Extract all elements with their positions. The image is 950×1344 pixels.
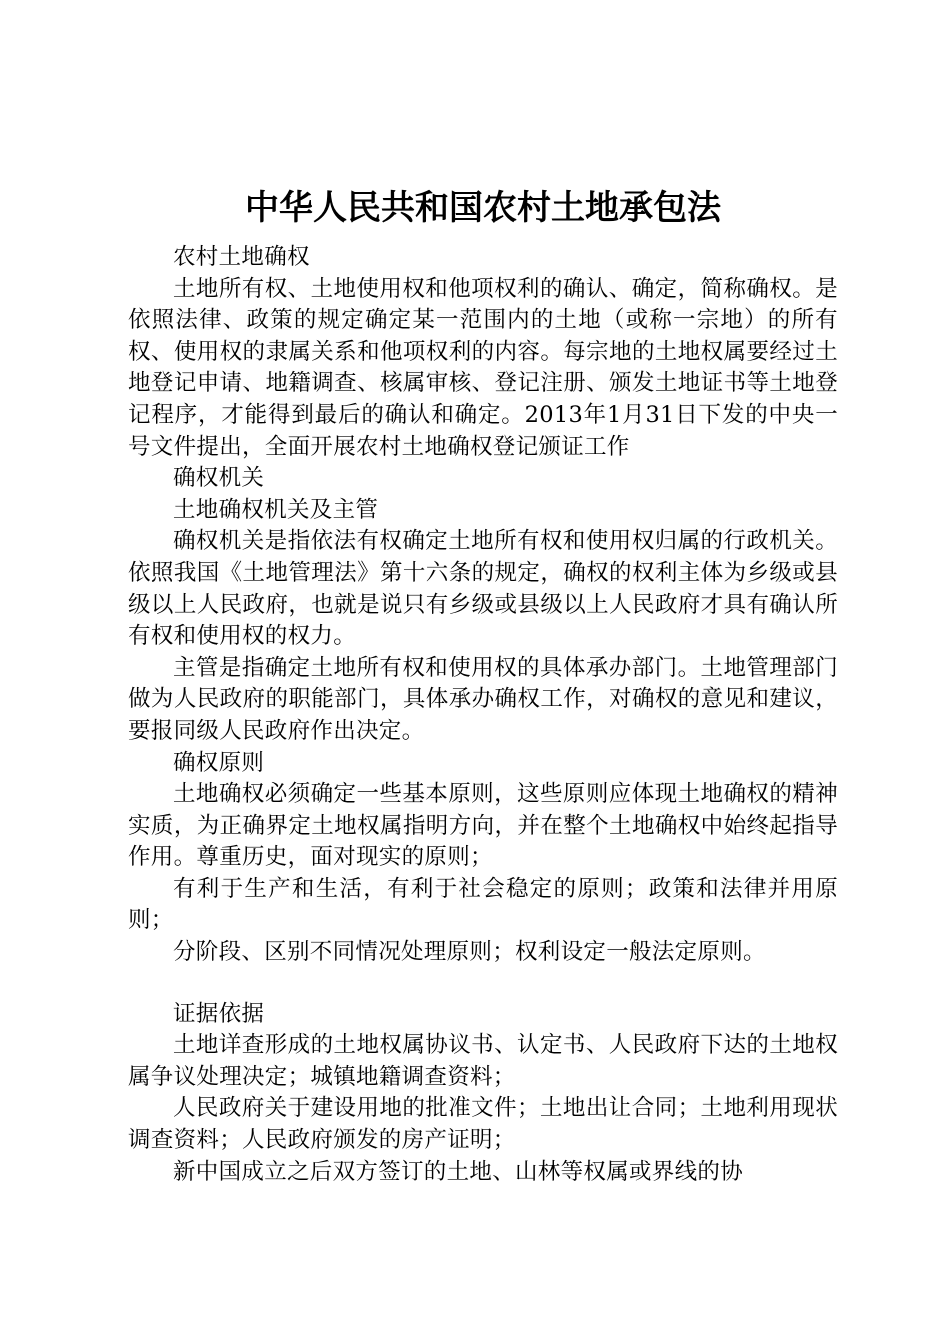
- section-heading-principles: 确权原则: [173, 749, 265, 776]
- section-heading-land-rights: 农村土地确权: [173, 244, 310, 270]
- section-heading-evidence: 证据依据: [173, 1000, 265, 1027]
- document-title: 中华人民共和国农村土地承包法: [245, 188, 721, 228]
- blank-line: [128, 969, 838, 999]
- paragraph-evidence-survey: 土地详查形成的土地权属协议书、认定书、人民政府下达的土地权属争议处理决定；城镇地籍调查资料；: [128, 1032, 838, 1090]
- paragraph-authority-definition: 确权机关是指依法有权确定土地所有权和使用权归属的行政机关。依照我国《土地管理法》第十六条的规定，确权的权利主体为乡级或县级以上人民政府，也就是说只有乡级或县级以上人民政府才具有确认所有权和使用权的权力。: [128, 528, 838, 650]
- subsection-heading-authority-supervisor: 土地确权机关及主管: [173, 496, 379, 523]
- paragraph-evidence-government: 人民政府关于建设用地的批准文件；土地出让合同；土地利用现状调查资料；人民政府颁发的房产证明；: [128, 1095, 838, 1154]
- paragraph-evidence-agreements: 新中国成立之后双方签订的土地、山林等权属或界线的协: [173, 1158, 744, 1185]
- section-heading-authority: 确权机关: [173, 465, 265, 492]
- paragraph-principles-intro: 土地确权必须确定一些基本原则，这些原则应体现土地确权的精神实质，为正确界定土地权属指明方向，并在整个土地确权中始终起指导作用。尊重历史，面对现实的原则；: [128, 781, 838, 871]
- document-page: [128, 176, 838, 1188]
- paragraph-principles-production: 有利于生产和生活，有利于社会稳定的原则；政策和法律并用原则；: [128, 875, 838, 934]
- paragraph-rights-definition: 土地所有权、土地使用权和他项权利的确认、确定，简称确权。是依照法律、政策的规定确定某一范围内的土地（或称一宗地）的所有权、使用权的隶属关系和他项权利的内容。每宗地的土地权属要经过土地登记申请、地籍调查、核属审核、登记注册、颁发土地证书等土地登记程序，才能得到最后的确认和确定。2013年1月31日下发的中央一号文件提出，全面开展农村土地确权登记颁证工作: [128, 275, 838, 460]
- paragraph-supervisor-definition: 主管是指确定土地所有权和使用权的具体承办部门。土地管理部门做为人民政府的职能部门，具体承办确权工作，对确权的意见和建议，要报同级人民政府作出决定。: [128, 654, 838, 744]
- paragraph-principles-stages: 分阶段、区别不同情况处理原则；权利设定一般法定原则。: [173, 939, 766, 966]
